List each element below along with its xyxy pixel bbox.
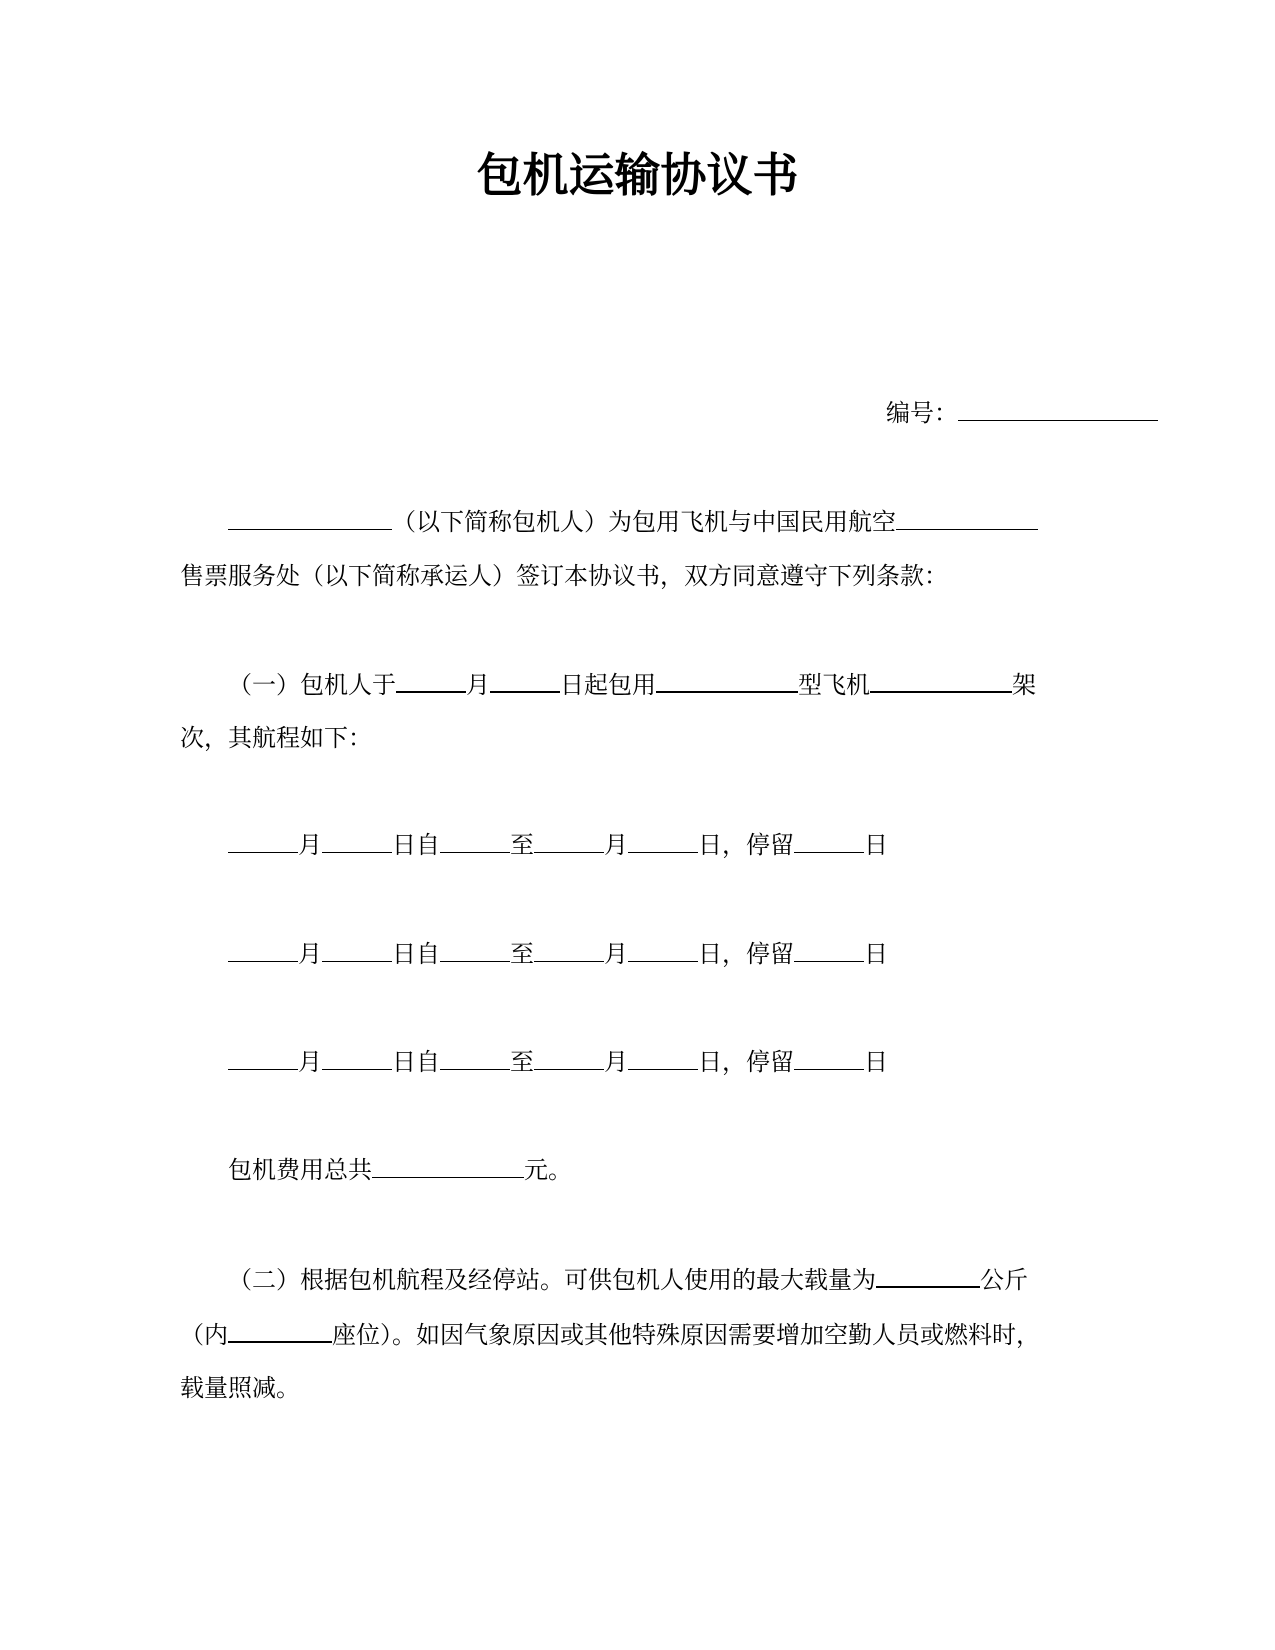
route-origin-blank[interactable] [440, 1043, 510, 1070]
clause2-prefix: （二）根据包机航程及经停站。可供包机人使用的最大载量为 [228, 1266, 876, 1294]
route-destination-blank[interactable] [534, 1043, 604, 1070]
clause2-line-2 [180, 1315, 1040, 1353]
route-day-blank[interactable] [322, 1043, 392, 1070]
route-stay-blank[interactable] [794, 1043, 864, 1070]
route-stay-label: 日，停留 [698, 831, 794, 859]
route-day-blank[interactable] [322, 935, 392, 962]
route-month-label: 月 [298, 940, 322, 968]
route-month-label-2: 月 [604, 940, 628, 968]
route-day-blank-2[interactable] [628, 826, 698, 853]
aircraft-count-blank[interactable] [870, 665, 1012, 693]
intro-text-1: （以下简称包机人）为包用飞机与中国民用航空 [392, 508, 896, 536]
clause1-prefix: （一）包机人于 [228, 671, 396, 699]
route-to-label: 至 [510, 1048, 534, 1076]
route-stay-label: 日，停留 [698, 940, 794, 968]
route-line [228, 1043, 888, 1080]
frame-label: 架 [1012, 671, 1036, 699]
route-stay-label: 日，停留 [698, 1048, 794, 1076]
route-destination-blank[interactable] [534, 826, 604, 853]
max-load-blank[interactable] [876, 1260, 980, 1288]
seat-count-blank[interactable] [228, 1315, 332, 1343]
clause1-line-1 [228, 665, 1036, 703]
route-day-blank[interactable] [322, 826, 392, 853]
route-to-label: 至 [510, 831, 534, 859]
clause1-month-label: 月 [466, 671, 490, 699]
number-label: 编号： [886, 399, 958, 427]
route-month-label-2: 月 [604, 831, 628, 859]
intro-line-1 [228, 503, 1038, 540]
route-line [228, 935, 888, 972]
route-origin-blank[interactable] [440, 826, 510, 853]
clause2-line2-rest: 座位）。如因气象原因或其他特殊原因需要增加空勤人员或燃料时， [332, 1321, 1040, 1349]
route-origin-blank[interactable] [440, 935, 510, 962]
charterer-blank[interactable] [228, 503, 392, 530]
clause2-line2-prefix: （内 [180, 1321, 228, 1349]
clause1-day-label: 日起包用 [560, 671, 656, 699]
route-from-label: 日自 [392, 831, 440, 859]
route-day-label: 日 [864, 940, 888, 968]
route-stay-blank[interactable] [794, 935, 864, 962]
route-month-blank[interactable] [228, 935, 298, 962]
route-line [228, 826, 888, 863]
fee-prefix: 包机费用总共 [228, 1156, 372, 1184]
number-line [886, 394, 1158, 431]
clause1-line-2: 次，其航程如下： [180, 724, 372, 752]
clause1-day-blank[interactable] [490, 665, 560, 693]
route-stay-blank[interactable] [794, 826, 864, 853]
kg-unit-label: 公斤 [980, 1266, 1028, 1294]
route-to-label: 至 [510, 940, 534, 968]
aviation-blank[interactable] [896, 503, 1038, 530]
route-month-label: 月 [298, 1048, 322, 1076]
intro-line-2: 售票服务处（以下简称承运人）签订本协议书，双方同意遵守下列条款： [180, 562, 948, 590]
route-day-blank-2[interactable] [628, 1043, 698, 1070]
route-day-label: 日 [864, 831, 888, 859]
route-from-label: 日自 [392, 940, 440, 968]
fee-blank[interactable] [372, 1151, 524, 1178]
route-day-label: 日 [864, 1048, 888, 1076]
aircraft-type-blank[interactable] [656, 665, 798, 693]
aircraft-type-label: 型飞机 [798, 671, 870, 699]
route-month-label: 月 [298, 831, 322, 859]
fee-suffix: 元。 [524, 1156, 572, 1184]
route-month-blank[interactable] [228, 1043, 298, 1070]
route-day-blank-2[interactable] [628, 935, 698, 962]
number-blank[interactable] [958, 394, 1158, 421]
clause2-line-1 [228, 1260, 1028, 1298]
clause2-line-3: 载量照减。 [180, 1374, 300, 1402]
route-month-blank[interactable] [228, 826, 298, 853]
fee-line [228, 1151, 572, 1188]
route-month-label-2: 月 [604, 1048, 628, 1076]
document-title: 包机运输协议书 [476, 148, 799, 202]
route-destination-blank[interactable] [534, 935, 604, 962]
route-from-label: 日自 [392, 1048, 440, 1076]
clause1-month-blank[interactable] [396, 665, 466, 693]
